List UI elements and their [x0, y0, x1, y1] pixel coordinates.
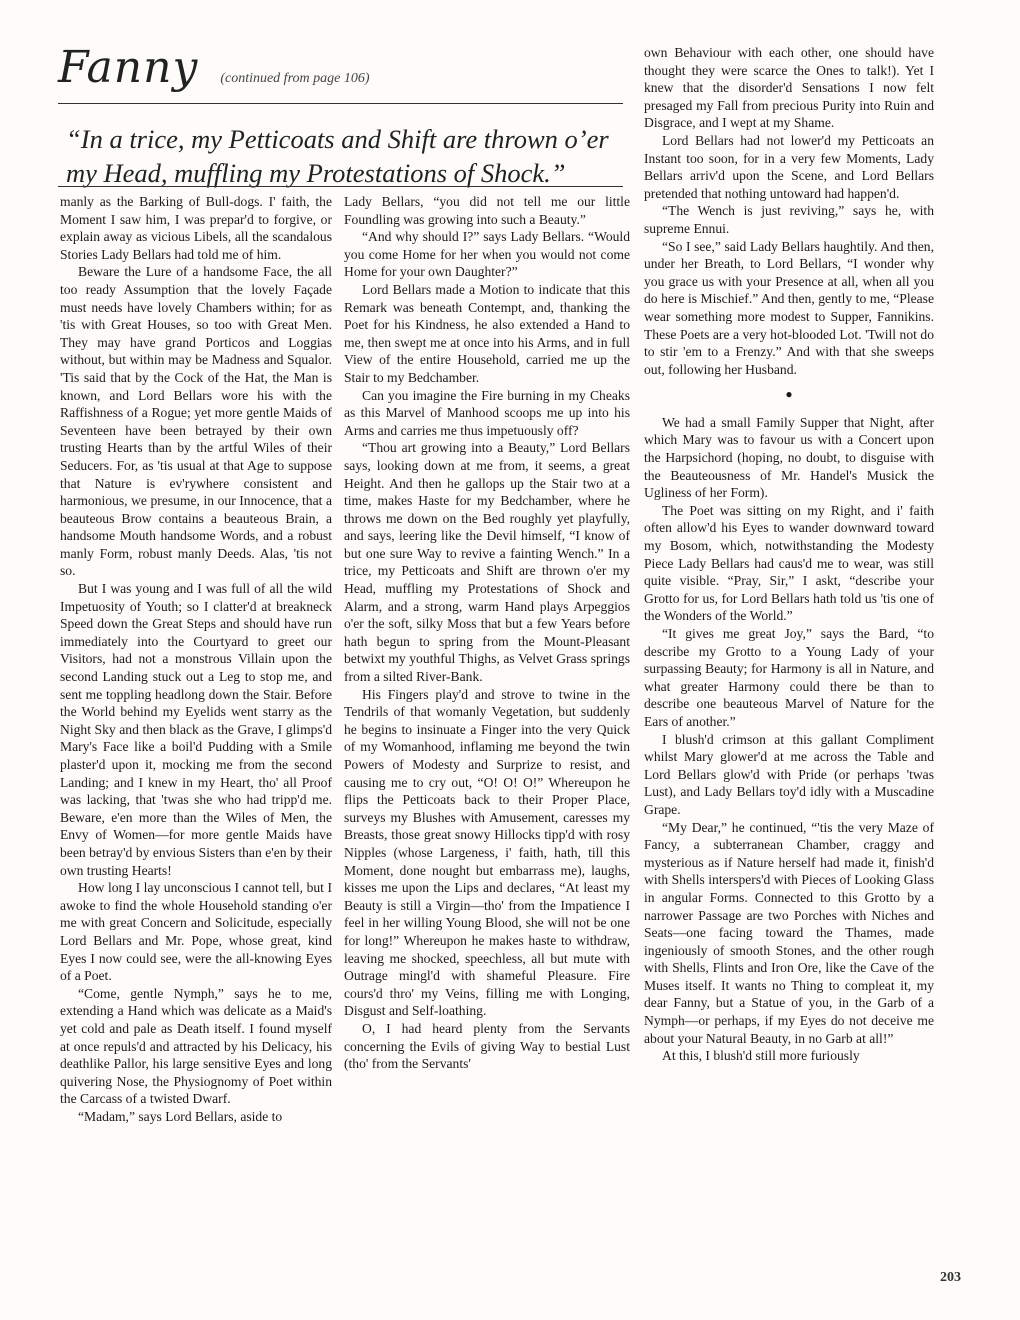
paragraph: I blush'd crimson at this gallant Compliment whilst Mary glower'd at me across the Table and Lord Bellars glow'd with Pride (or perhaps 'twas Lust), and Lady Bellars toy'd idly with a Muscadine Grape.: [644, 731, 934, 817]
paragraph: The Poet was sitting on my Right, and i' faith often allow'd his Eyes to wander downward toward my Bosom, which, notwithstanding the Modesty Piece Lady Bellars had caus'd me to wear, was still quite visible. “Pray, Sir,” I askt, “describe your Grotto for us, for Lord Bellars hath told us 'tis one of the Wonders of the World.”: [644, 502, 934, 624]
story-title: Fanny: [58, 42, 199, 93]
paragraph: Can you imagine the Fire burning in my Cheaks as this Marvel of Manhood scoops me up into his Arms and carries me thus impetuously off?: [344, 387, 630, 438]
paragraph: “Come, gentle Nymph,” says he to me, extending a Hand which was delicate as a Maid's yet cold and pale as Death itself. I found myself at once repuls'd and attracted by his Delicacy, his deathlike Pallor, his large sensitive Eyes and long quivering Nose, the Physiognomy of Poet within the Carcass of a twisted Dwarf.: [60, 985, 332, 1107]
paragraph: We had a small Family Supper that Night, after which Mary was to favour us with a Concert upon the Harpsichord (hoping, no doubt, to disguise with the Beauteousness of Mr. Handel's Musick the Ugliness of her Form).: [644, 414, 934, 501]
section-separator: ●: [785, 387, 793, 402]
paragraph: His Fingers play'd and strove to twine in the Tendrils of that womanly Vegetation, but suddenly he begins to insinuate a Finger into the very Quick of my Womanhood, inflaming me beyond the twin Powers of Modesty and Surprize to resist, and causing me to cry out, “O! O! O!” Whereupon he flips the Petticoats back to their Proper Place, surveys my Blushes with Amusement, caresses my Breasts, those great snowy Hillocks tipp'd with rosy Nipples (whose Largeness, i' faith, hath, till this Moment, done nought but embarrass me), laughs, kisses me upon the Lips and declares, “At least my Beauty is still a Virgin—tho' from the Impatience I feel in her willing Young Blood, she will not be one for long!” Whereupon he makes haste to withdraw, leaving me shocked, speechless, all but mute with Outrage mingl'd with shameful Pleasure. Fire cours'd thro' my Veins, filling me with Longing, Disgust and Self-loathing.: [344, 686, 630, 1019]
paragraph: Lord Bellars had not lower'd my Petticoats an Instant too soon, for in a very few Moments, Lady Bellars arriv'd upon the Scene, and Lord Bellars pretended that nothing untoward had happen'd.: [644, 132, 934, 201]
paragraph: “Madam,” says Lord Bellars, aside to: [78, 1108, 283, 1124]
paragraph: “Thou art growing into a Beauty,” Lord Bellars says, looking down at me from, it seems, a great Height. And then he gallops up the Stair two at a time, makes Haste for my Bedchamber, where he throws me down on the Bed roughly yet playfully, and says, leering like the Devil himself, “I know of but one sure Way to revive a fainting Wench.” In a trice, my Petticoats and Shift are thrown o'er my Head, muffling my Protestations of Shock and Alarm, and a strong, warm Hand plays Arpeggios o'er the soft, silky Moss that but a few Years before hath begun to spring from the Mount-Pleasant betwixt my youthful Thighs, as Velvet Grass springs from a silted River-Bank.: [344, 440, 630, 685]
paragraph: Beware the Lure of a handsome Face, the all too ready Assumption that the lovely Façade must needs have lovely Chambers within; for as 'tis with Great Houses, so too with Great Men. They may have grand Porticos and Loggias without, but within may be Madness and Squalor. 'Tis said that by the Cock of the Hat, the Man is known, and Lord Bellars wore his with the Raffishness of a Rogue; yet more gentle Maids of Seventeen have been betrayed by their own trusting Hearts than by the artful Wiles of their Seducers. For, as 'tis usual at that Age to suppose that Nature is ev'rywhere consistent and harmonious, we presume, in our Innocence, that a beauteous Brow contains a beauteous Brain, a handsome Mouth handsome Words, and a robust manly Form, robust manly Deeds. Alas, 'tis not so.: [60, 264, 332, 579]
paragraph: own Behaviour with each other, one should have thought they were scarce the Ones to talk!). Yet I knew that the disorder'd Sensations I now felt presaged my Fall from precious Purity into Ruin and Disgrace, and I wept at my Shame.: [644, 45, 934, 131]
paragraph: “My Dear,” he continued, “'tis the very Maze of Fancy, a subterranean Chamber, craggy and mysterious as if Nature herself had made it, finish'd with Shells interspers'd with Pieces of Looking Glass in angular Forms. Connected to this Grotto by a narrower Passage are two Porches with Niches and Seats—one facing toward the Thames, made ingeniously of smooth Stones, and the other rough with Shells, Flints and Iron Ore, like the Cave of the Muses itself. It wants no Thing to compleat it, my dear Fanny, but a Statue of you, in the Garb of a Nymph—or perhaps, if my Eyes do not deceive me about your Natural Beauty, in no Garb at all!”: [644, 819, 934, 1046]
paragraph: O, I had heard plenty from the Servants concerning the Evils of giving Way to bestial Lust (tho' from the Servants': [344, 1020, 630, 1072]
column-1: [60, 193, 332, 1125]
paragraph: Lady Bellars, “you did not tell me our little Foundling was growing into such a Beauty.”: [344, 194, 630, 227]
paragraph: “And why should I?” says Lady Bellars. “Would you come Home for her when you would not come Home for your own Daughter?”: [344, 229, 630, 280]
page-number: 203: [940, 1270, 961, 1285]
paragraph: “So I see,” said Lady Bellars haughtily. And then, under her Breath, to Lord Bellars, “I wonder why you grace us with your Presence at all, when all you do here is Mischief.” And then, gently to me, “Please wear something more modest to Supper, Fannikins. These Poets are a very hot-blooded Lot. 'Twill not do to stir 'em to a Frenzy.” And with that she sweeps out, following her Husband.: [644, 238, 934, 377]
paragraph: But I was young and I was full of all the wild Impetuosity of Youth; so I clatter'd at breakneck Speed down the Great Steps and should have run immediately into the Courtyard to greet our Visitors, had not a monstrous Villain upon the second Landing stuck out a Leg to stop me, and sent me toppling headlong down the Stair. Before the World behind my Eyelids went starry as the Night Sky and then black as the Grave, I glimps'd Mary's Face like a boil'd Pudding with a Smile plaster'd upon it, mocking me from the second Landing; and I knew in my Heart, tho' all Proof was lacking, that 'twas she who had tripp'd me. Beware, e'en more than the Wiles of Men, the Envy of Women—for more gentle Maids have been betray'd by envious Sisters than e'en by their own trusting Hearts!: [60, 581, 332, 878]
column-3: [644, 44, 934, 1065]
paragraph: “The Wench is just reviving,” says he, with supreme Ennui.: [644, 203, 934, 236]
paragraph: “It gives me great Joy,” says the Bard, “to describe my Grotto to a Young Lady of your surpassing Beauty; for Harmony is all in Nature, and what greater Harmony could there be than to describe one beauteous Marvel of Nature for the Ears of another.”: [644, 626, 934, 729]
paragraph: Lord Bellars made a Motion to indicate that this Remark was beneath Contempt, and, thanking the Poet for his Kindness, he also extended a Hand to me, then swept me at once into his Arms, and in full View of the entire Household, carried me up the Stair to my Bedchamber.: [344, 281, 630, 385]
paragraph: At this, I blush'd still more furiously: [662, 1048, 860, 1064]
pullquote-rule: [58, 186, 623, 187]
paragraph: How long I lay unconscious I cannot tell, but I awoke to find the whole Household standing o'er me with great Concern and Solicitude, especially Lord Bellars and Mr. Pope, whose great, kind Eyes I now could see, were the all-knowing Eyes of a Poet.: [60, 880, 332, 984]
column-2: [344, 193, 630, 1073]
paragraph: manly as the Barking of Bull-dogs. I' faith, the Moment I saw him, I was prepar'd to forgive, or explain away as vicious Libels, all the scandalous Stories Lady Bellars had told me of him.: [60, 194, 332, 262]
header-rule: [58, 103, 623, 104]
title-row: [58, 42, 623, 93]
pull-quote: “In a trice, my Petticoats and Shift are thrown o’er my Head, muffling my Protestations of Shock.”: [66, 124, 609, 188]
story-header: [58, 42, 623, 190]
continued-note: (continued from page 106): [220, 71, 370, 86]
